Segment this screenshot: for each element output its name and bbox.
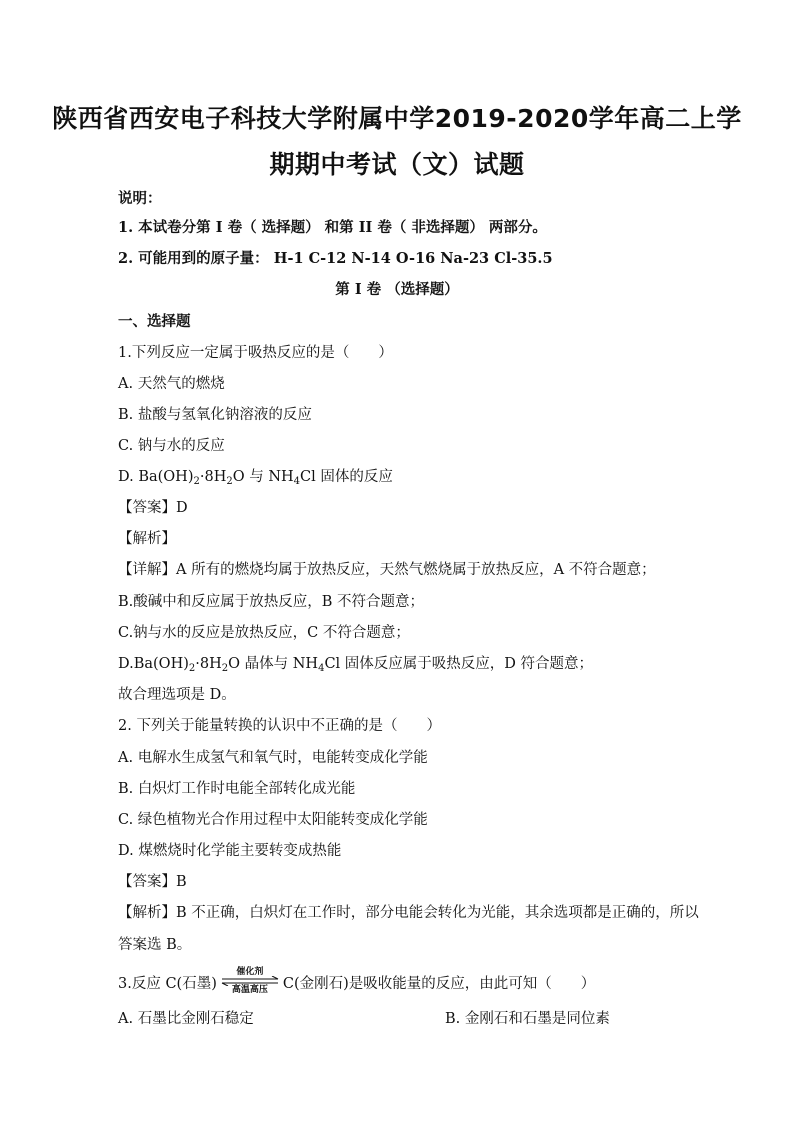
q2-option-c: C. 绿色植物光合作用过程中太阳能转变成化学能 <box>118 812 428 828</box>
q1-option-d-text: D. Ba(OH) <box>118 469 194 485</box>
q2-option-a: A. 电解水生成氢气和氧气时，电能转变成化学能 <box>118 750 428 766</box>
q1-option-d-text: Cl 固体的反应 <box>300 469 393 485</box>
q1-detail-2: B.酸碱中和反应属于放热反应，B 不符合题意； <box>118 594 425 610</box>
q1-detail-3: C.钠与水的反应是放热反应，C 不符合题意； <box>118 625 410 641</box>
subscript: 2 <box>221 663 229 674</box>
subscript: 2 <box>226 476 233 487</box>
q1-answer: 【答案】D <box>118 500 188 516</box>
subscript: 4 <box>293 476 301 487</box>
q2-analysis-line2: 答案选 B。 <box>118 937 192 953</box>
atomic-mass-values: H-1 C-12 N-14 O-16 Na-23 Cl-35.5 <box>273 250 553 267</box>
notes-heading: 说明： <box>118 190 162 207</box>
notes-item-1: 1. 本试卷分第 I 卷（ 选择题） 和第 II 卷（ 非选择题） 两部分。 <box>118 219 547 236</box>
q1-detail-4 <box>118 654 734 679</box>
q2-analysis-line1: 【解析】B 不正确，白炽灯在工作时，部分电能会转化为光能，其余选项都是正确的，所以 <box>118 905 699 921</box>
q1-option-b: B. 盐酸与氢氧化钠溶液的反应 <box>118 407 312 423</box>
arrow-condition-bottom: 高温高压 <box>231 985 268 995</box>
q2-answer: 【答案】B <box>118 874 187 890</box>
subscript: 2 <box>188 663 196 674</box>
q1-option-d-text: O 与 NH <box>232 469 294 485</box>
q1-conclusion: 故合理选项是 D。 <box>118 687 236 703</box>
q1-analysis-label: 【解析】 <box>118 531 176 547</box>
notes-item-2 <box>118 249 734 269</box>
q1-option-c: C. 钠与水的反应 <box>118 438 225 454</box>
section-heading: 一、选择题 <box>118 313 191 330</box>
q1-detail-1: 【详解】A 所有的燃烧均属于放热反应，天然气燃烧属于放热反应，A 不符合题意； <box>118 562 656 578</box>
reversible-reaction-arrow <box>219 967 281 995</box>
q1-option-a: A. 天然气的燃烧 <box>118 376 225 392</box>
q2-option-b: B. 白炽灯工作时电能全部转化成光能 <box>118 781 356 797</box>
q1-option-d <box>118 467 734 492</box>
q3-stem-suffix: C(金刚石)是吸收能量的反应，由此可知（ ） <box>282 976 596 992</box>
q3-option-a: A. 石墨比金刚石稳定 <box>118 1011 254 1027</box>
q1-detail-4-text: Cl 固体反应属于吸热反应，D 符合题意； <box>324 656 594 672</box>
arrow-condition-top: 催化剂 <box>236 967 264 977</box>
q2-option-d: D. 煤燃烧时化学能主要转变成热能 <box>118 843 342 859</box>
q1-detail-4-text: ·8H <box>195 656 222 672</box>
q3-option-b: B. 金刚石和石墨是同位素 <box>445 1011 610 1027</box>
part1-heading: 第 I 卷 （选择题） <box>335 281 459 298</box>
q3-stem-prefix: 3.反应 C(石墨) <box>118 976 217 992</box>
document-title-line1: 陕西省西安电子科技大学附属中学2019-2020学年高二上学 <box>52 104 742 133</box>
q1-option-d-text: ·8H <box>199 469 227 485</box>
notes-item-2-label: 2. 可能用到的原子量： <box>118 250 269 267</box>
subscript: 2 <box>193 476 200 487</box>
q1-stem: 1.下列反应一定属于吸热反应的是（ ） <box>118 345 393 361</box>
q1-detail-4-text: D.Ba(OH) <box>118 656 189 672</box>
q2-stem: 2. 下列关于能量转换的认识中不正确的是（ ） <box>118 718 441 734</box>
q3-stem <box>118 967 734 995</box>
q1-detail-4-text: O 晶体与 NH <box>228 656 319 672</box>
subscript: 4 <box>318 663 325 674</box>
document-title-line2: 期期中考试（文）试题 <box>269 150 525 179</box>
